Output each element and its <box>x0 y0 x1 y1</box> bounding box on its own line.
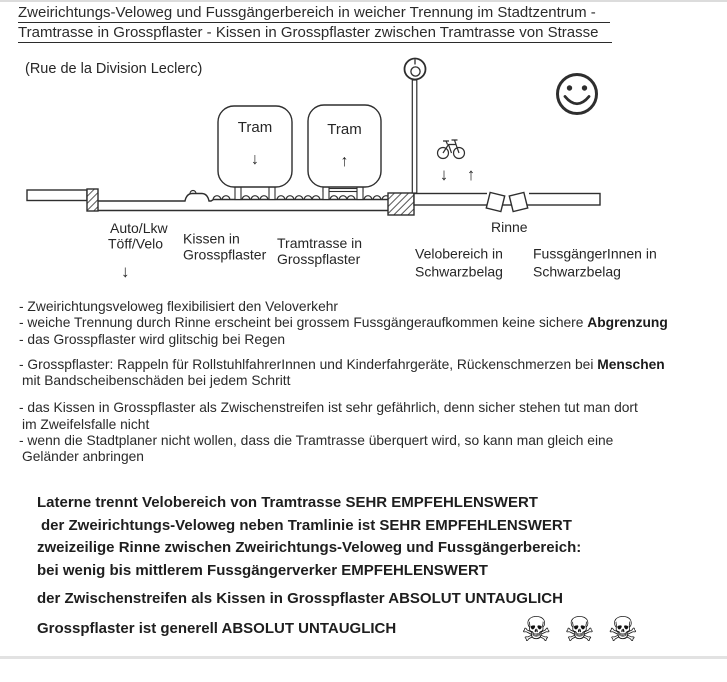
label-fussgaenger-2: Schwarzbelag <box>533 263 621 280</box>
frame-edge-bottom <box>0 656 727 659</box>
frame-edge-top <box>0 0 727 2</box>
label-velobereich: Velobereich in <box>415 245 503 262</box>
note-group-3 <box>19 400 668 465</box>
sidewalk-left <box>27 190 87 201</box>
recommendations-section <box>37 492 581 640</box>
cross-section-diagram <box>0 53 727 295</box>
label-auto-2: Töff/Velo <box>108 235 164 252</box>
velo-arrow-up-icon: ↑ <box>466 165 476 184</box>
label-tramtrasse-2: Grosspflaster <box>277 251 361 267</box>
label-fussgaenger: FussgängerInnen in <box>533 245 657 262</box>
tram-rail <box>269 187 275 200</box>
note-line: - das Kissen in Grosspflaster als Zwischenstreifen ist sehr gefährlich, denn sicher stehen tut man dort <box>19 400 638 416</box>
page-title-line1: Zweirichtungs-Veloweg und Fussgängerbereich in weicher Trennung im Stadtzentrum - <box>18 4 610 23</box>
street-lamp-icon <box>405 59 426 194</box>
rinne-gutter-left <box>486 192 504 211</box>
tram-rail <box>357 187 363 200</box>
label-kissen-2: Grosspflaster <box>183 246 267 263</box>
recommendation-line: Laterne trennt Velobereich von Tramtrasse SEHR EMPFEHLENSWERT <box>37 494 538 511</box>
subtitle: (Rue de la Division Leclerc) <box>25 61 203 77</box>
velo-arrow-down-icon: ↓ <box>439 165 449 184</box>
label-tramtrasse: Tramtrasse in <box>277 235 363 251</box>
note-line: Geländer anbringen <box>22 449 144 465</box>
note-line: - das Grosspflaster wird glitschig bei Regen <box>19 331 286 347</box>
note-line: - wenn die Stadtplaner nicht wollen, dass die Tramtrasse überquert wird, so kann man gleich eine <box>19 433 614 449</box>
note-line: - weiche Trennung durch Rinne erscheint bei grossem Fussgängeraufkommen keine sichere Abgrenzung <box>19 315 668 331</box>
tram-box-2 <box>308 105 381 187</box>
rinne-gutter-right <box>509 192 527 211</box>
notes-section <box>19 299 668 466</box>
auto-arrow-down-icon: ↓ <box>121 262 130 281</box>
page-title <box>18 3 612 43</box>
tram2-label: Tram <box>327 121 362 138</box>
tram1-arrow-down-icon: ↓ <box>251 151 259 168</box>
bicycle-icon <box>438 140 465 159</box>
note-group-2 <box>19 357 668 390</box>
label-velobereich-2: Schwarzbelag <box>415 263 503 280</box>
note-line: - Grosspflaster: Rappeln für RollstuhlfahrerInnen und Kinderfahrgeräte, Rückenschmerzen bei Menschen <box>19 356 665 372</box>
label-kissen: Kissen in <box>183 230 240 247</box>
note-group-1 <box>19 299 668 348</box>
recommendation-line: Grosspflaster ist generell ABSOLUT UNTAUGLICH <box>37 619 397 637</box>
label-rinne: Rinne <box>491 219 528 235</box>
tram-rail <box>235 187 241 200</box>
skull-and-crossbones-icons: ☠ ☠ ☠ <box>521 610 640 650</box>
recommendation-line: der Zwischenstreifen als Kissen in Grosspflaster ABSOLUT UNTAUGLICH <box>37 590 563 607</box>
tram-rail <box>323 187 329 200</box>
note-line: mit Bandscheibenschäden bei jedem Schritt <box>22 373 291 389</box>
label-auto: Auto/Lkw <box>110 220 168 236</box>
recommendation-line: bei wenig bis mittlerem Fussgängerverker EMPFEHLENSWERT <box>37 561 488 579</box>
note-line: im Zweifelsfalle nicht <box>22 416 150 432</box>
tram1-label: Tram <box>237 119 273 136</box>
recommendation-line: der Zweirichtungs-Veloweg neben Tramlinie ist SEHR EMPFEHLENSWERT <box>41 516 572 534</box>
hatch-block-left <box>87 189 98 211</box>
page-title-line2: Tramtrasse in Grosspflaster - Kissen in Grosspflaster zwischen Tramtrasse von Strasse <box>18 24 612 43</box>
tram2-arrow-up-icon: ↑ <box>340 153 349 170</box>
recommendation-line: zweizeilige Rinne zwischen Zweirichtungs-Veloweg und Fussgängerbereich: <box>37 539 582 556</box>
hatch-block-center <box>388 193 414 215</box>
note-line: - Zweirichtungsveloweg flexibilisiert den Veloverkehr <box>19 299 339 314</box>
smiley-icon <box>558 75 597 114</box>
